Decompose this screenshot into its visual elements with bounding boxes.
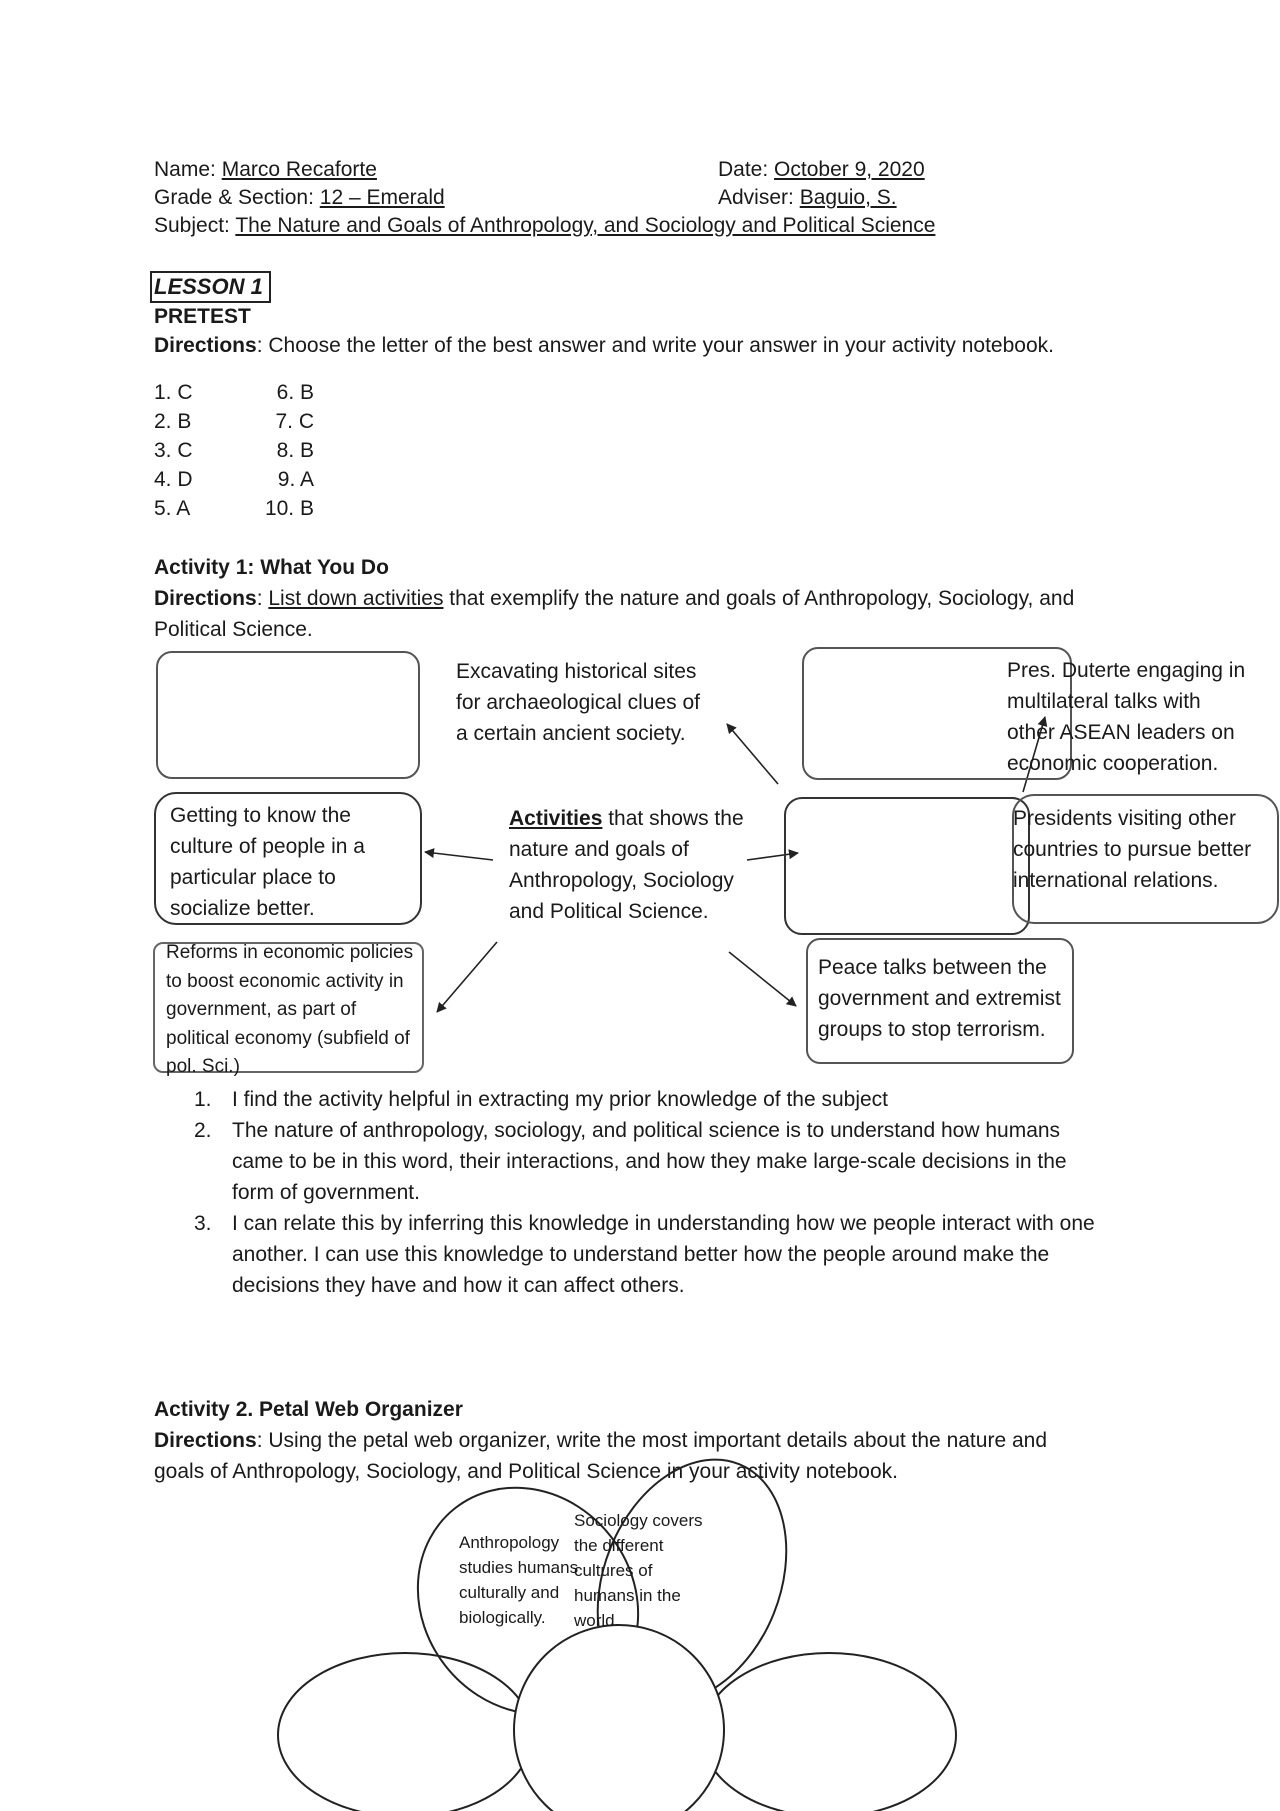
answer-3: 3. I can relate this by inferring this knowledge in understanding how we people interact with one another. I can use this knowledge to understand better how the people around make the decisions they have and how it can affect others.: [194, 1212, 1095, 1297]
activity1-title: Activity 1: What You Do: [154, 556, 389, 579]
directions-label: Directions: [154, 334, 257, 357]
answer-item: 4. D: [154, 468, 193, 491]
name-value: Marco Recaforte: [221, 158, 377, 181]
grade-value: 12 – Emerald: [319, 186, 445, 209]
adviser-value: Baguio, S.: [799, 186, 897, 209]
pretest-heading: PRETEST: [154, 305, 251, 328]
duterte-text: Pres. Duterte engaging in multilateral talks with other ASEAN leaders on economic cooperation.: [1007, 659, 1246, 775]
presidents-text: Presidents visiting other countries to pursue better international relations.: [1013, 807, 1252, 892]
answer-item: 6. B: [276, 381, 314, 404]
subject-value: The Nature and Goals of Anthropology, and Sociology and Political Science: [235, 214, 936, 237]
date-value: October 9, 2020: [774, 158, 925, 181]
excavating-text: Excavating historical sites for archaeological clues of a certain ancient society.: [456, 660, 700, 745]
petal-center: [514, 1625, 724, 1811]
directions-rest: that exemplify the nature and goals of Anthropology, Sociology, and: [443, 587, 1075, 610]
center-activities-text: Activities that shows the nature and goals of Anthropology, Sociology and Political Science.: [509, 807, 744, 923]
anthropology-petal-text: Anthropology studies humans culturally and biologically.: [459, 1533, 579, 1627]
activities-word: Activities: [509, 807, 603, 830]
petal-left: [278, 1653, 532, 1811]
sociology-petal-text: Sociology covers the different cultures of humans in the world.: [574, 1511, 703, 1630]
answer-2: 2. The nature of anthropology, sociology, and political science is to understand how humans came to be in this word, their interactions, and how they make large-scale decisions in the form of government.: [194, 1119, 1067, 1204]
culture-text: Getting to know the culture of people in a particular place to socialize better.: [170, 804, 365, 920]
directions-text: : Using the petal web organizer, write the most important details about the nature and: [256, 1429, 1047, 1452]
answer-item: 9. A: [277, 468, 314, 491]
date-label: Date:: [718, 158, 769, 181]
petal-right: [702, 1653, 956, 1811]
peace-text: Peace talks between the government and extremist groups to stop terrorism.: [818, 956, 1061, 1041]
answer-item: 5. A: [154, 497, 191, 520]
answer-item: 1. C: [154, 381, 193, 404]
answer-item: 7. C: [275, 410, 314, 433]
directions-label: Directions: [154, 1429, 257, 1452]
adviser-label: Adviser:: [718, 186, 794, 209]
directions-text: : Choose the letter of the best answer and write your answer in your activity notebook.: [256, 334, 1054, 357]
list-down-link: List down activities: [268, 587, 444, 610]
answer-1: 1. I find the activity helpful in extracting my prior knowledge of the subject: [194, 1088, 889, 1111]
lesson-title: LESSON 1: [150, 271, 271, 303]
reforms-text: Reforms in economic policies to boost economic activity in government, as part of political economy (subfield of pol. Sci.): [166, 942, 414, 1077]
answer-item: 10. B: [264, 497, 314, 520]
answer-item: 8. B: [276, 439, 314, 462]
directions-label: Directions: [154, 587, 257, 610]
activity2-directions-line2: goals of Anthropology, Sociology, and Political Science in your activity notebook.: [154, 1460, 898, 1483]
activity1-directions-line2: Political Science.: [154, 618, 313, 641]
answer-item: 2. B: [154, 410, 192, 433]
subject-label: Subject:: [154, 214, 230, 237]
answer-item: 3. C: [154, 439, 193, 462]
name-label: Name:: [154, 158, 216, 181]
activity2-title: Activity 2. Petal Web Organizer: [154, 1398, 463, 1421]
directions-colon: :: [256, 587, 269, 610]
grade-label: Grade & Section:: [154, 186, 314, 209]
